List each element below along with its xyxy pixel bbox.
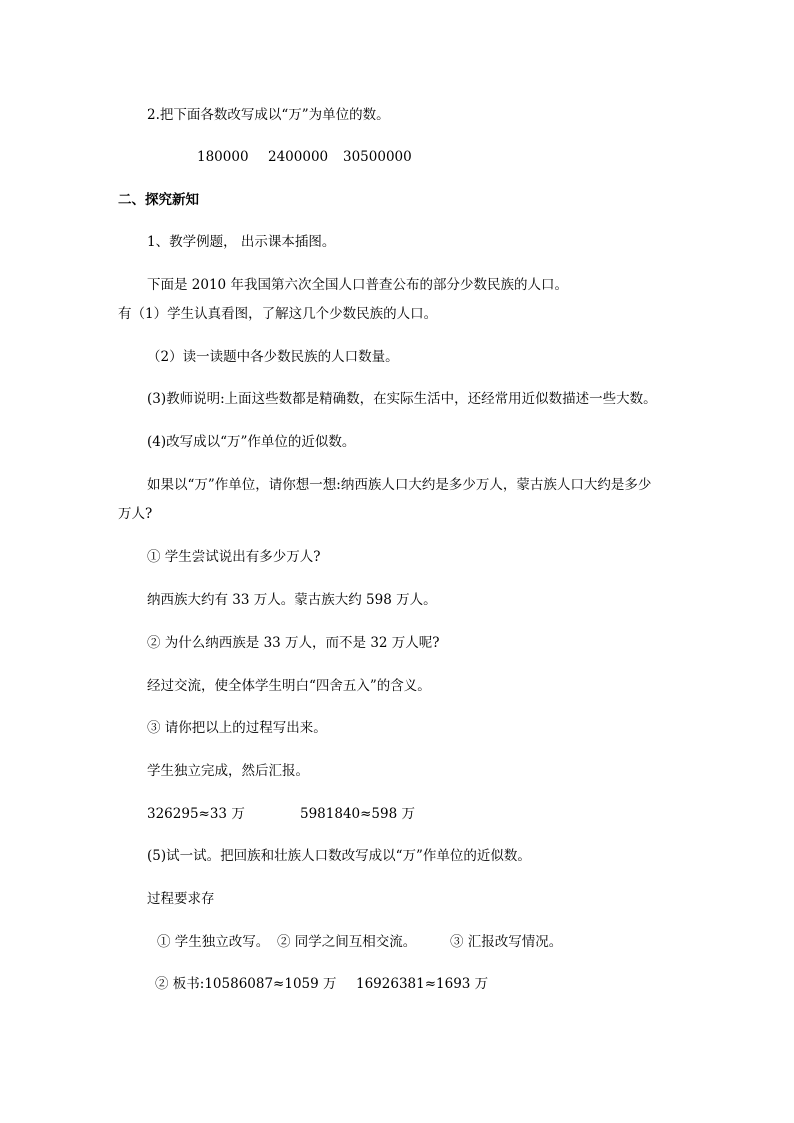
step-4: (4)改写成以“万”作单位的近似数。 [147, 434, 356, 450]
exchange-text: 经过交流，使全体学生明白“四舍五入”的含义。 [147, 678, 431, 694]
circled-item-3: ③ 请你把以上的过程写出来。 [147, 720, 327, 736]
step-1: 有（1）学生认真看图，了解这几个少数民族的人口。 [118, 306, 438, 322]
number-item: 2400000 [268, 149, 329, 165]
step-5: (5)试一试。把回族和壮族人口数改写成以“万”作单位的近似数。 [147, 848, 531, 864]
approximation-1: 326295≈33 万 [147, 806, 245, 822]
number-item: 180000 [197, 149, 249, 165]
question-line-2: 万人? [118, 506, 153, 522]
teaching-item-1: 1、教学例题， 出示课本插图。 [147, 234, 336, 250]
requirement-2: ② 同学之间互相交流。 [277, 934, 417, 950]
section-heading: 二、探究新知 [118, 192, 199, 208]
process-requirement: 过程要求存 [147, 891, 215, 907]
exercise-question-2: 2.把下面各数改写成以“万”为单位的数。 [147, 107, 390, 123]
approximation-2: 5981840≈598 万 [300, 806, 415, 822]
board-writing-2: 16926381≈1693 万 [356, 976, 489, 992]
question-line-1: 如果以“万”作单位，请你想一想:纳西族人口大约是多少万人，蒙古族人口大约是多少 [147, 477, 652, 493]
board-writing-1: ② 板书:10586087≈1059 万 [155, 976, 337, 992]
intro-paragraph: 下面是 2010 年我国第六次全国人口普查公布的部分少数民族的人口。 [147, 277, 568, 293]
answer-1: 纳西族大约有 33 万人。蒙古族大约 598 万人。 [147, 592, 437, 608]
number-item: 30500000 [343, 149, 412, 165]
circled-item-1: ① 学生尝试说出有多少万人? [147, 549, 321, 565]
step-2: （2）读一读题中各少数民族的人口数量。 [147, 349, 399, 365]
requirement-1: ① 学生独立改写。 [157, 934, 270, 950]
report-text: 学生独立完成，然后汇报。 [147, 763, 309, 779]
step-3: (3)教师说明:上面这些数都是精确数，在实际生活中，还经常用近似数描述一些大数。 [147, 391, 657, 407]
circled-item-2: ② 为什么纳西族是 33 万人，而不是 32 万人呢? [147, 635, 440, 651]
requirement-3: ③ 汇报改写情况。 [450, 934, 563, 950]
